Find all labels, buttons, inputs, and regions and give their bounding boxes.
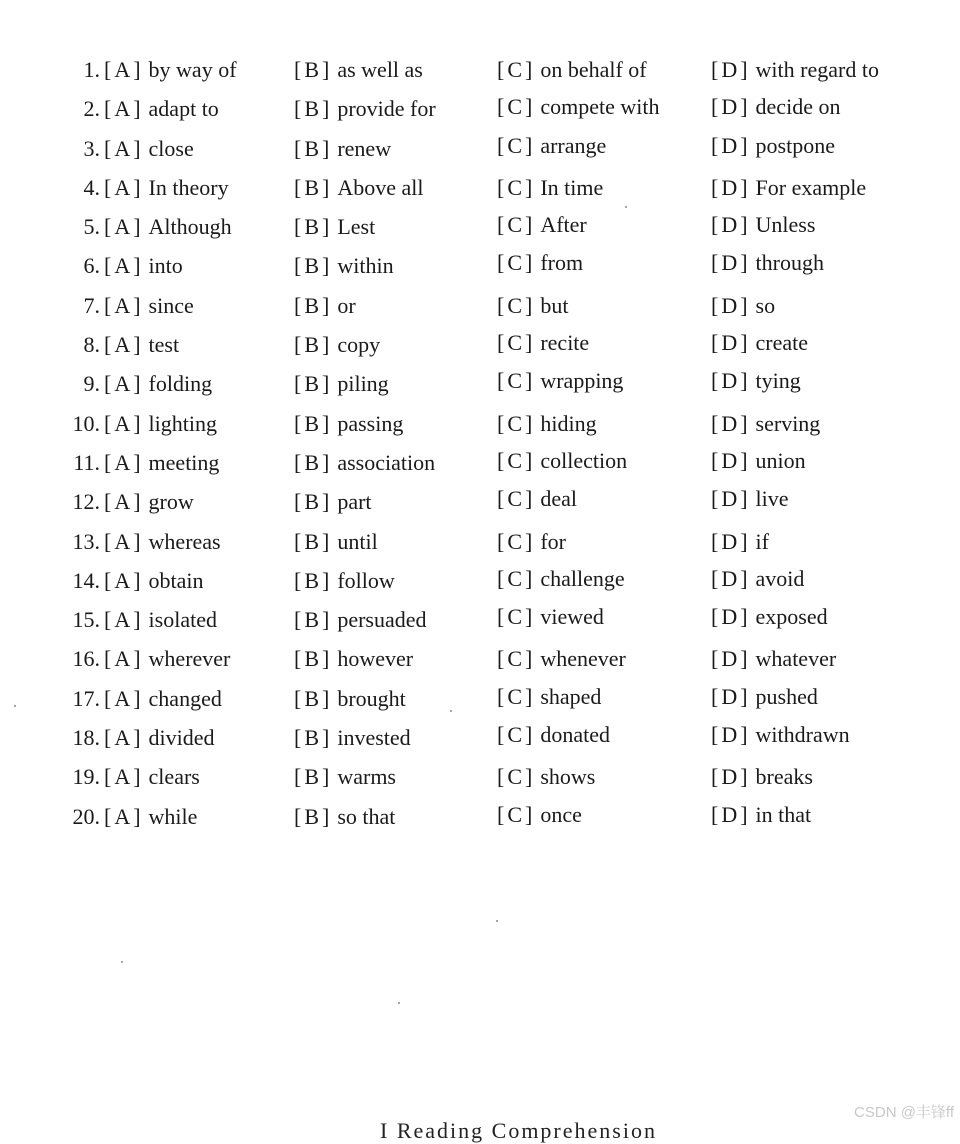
option-text: For example [755, 174, 867, 200]
option-letter: [ B ] [294, 725, 330, 751]
question-number: 3. [83, 135, 100, 161]
option-c [497, 795, 582, 834]
option-text: once [540, 801, 582, 827]
option-b [294, 129, 391, 168]
option-text: so [755, 292, 776, 318]
option-a [104, 679, 222, 718]
question-number: 8. [83, 332, 100, 358]
option-text: provide for [337, 96, 436, 122]
option-c [497, 168, 603, 207]
option-text: from [540, 250, 584, 276]
question-row [0, 600, 960, 639]
scan-speck [496, 920, 498, 922]
option-letter: [ D ] [711, 722, 748, 748]
option-c [497, 479, 577, 518]
question-number: 2. [83, 96, 100, 122]
option-b [294, 207, 375, 246]
option-a [104, 718, 215, 757]
option-d [711, 361, 801, 400]
option-text: postpone [755, 132, 835, 158]
option-c [497, 323, 589, 362]
option-text: renew [337, 135, 392, 161]
option-a [104, 797, 197, 836]
option-c [497, 715, 610, 754]
question-number: 9. [83, 371, 100, 397]
option-text: for [540, 528, 566, 554]
option-letter: [ D ] [711, 57, 748, 82]
option-a [104, 522, 221, 561]
option-c [497, 559, 625, 598]
option-letter: [ B ] [294, 135, 330, 161]
option-letter: [ B ] [294, 371, 330, 397]
option-letter: [ C ] [497, 801, 533, 827]
option-text: pushed [755, 683, 818, 709]
option-b [294, 679, 406, 718]
option-letter: [ A ] [104, 174, 141, 200]
option-b [294, 522, 378, 561]
option-letter: [ C ] [497, 528, 533, 554]
option-letter: [ D ] [711, 292, 748, 318]
option-letter: [ A ] [104, 332, 141, 358]
option-text: Above all [337, 174, 424, 200]
question-row [0, 757, 960, 796]
cut-off-section-heading: I Reading Comprehension [380, 1118, 657, 1143]
option-text: persuaded [337, 607, 427, 633]
option-text: part [337, 489, 372, 515]
option-letter: [ B ] [294, 803, 330, 829]
option-b [294, 561, 395, 600]
option-c [497, 597, 604, 636]
option-b [294, 443, 435, 482]
option-letter: [ B ] [294, 646, 330, 672]
option-text: union [755, 447, 806, 473]
scan-speck [14, 705, 16, 707]
option-text: but [540, 292, 569, 318]
option-b [294, 718, 411, 757]
option-d [711, 795, 811, 834]
option-d [711, 50, 879, 89]
option-letter: [ C ] [497, 722, 533, 748]
option-d [711, 205, 815, 244]
option-text: collection [540, 447, 628, 473]
option-letter: [ C ] [497, 212, 533, 238]
question-number: 17. [72, 685, 100, 711]
option-a [104, 404, 217, 443]
question-number: 12. [72, 489, 100, 515]
option-text: on behalf of [540, 57, 647, 82]
option-letter: [ D ] [711, 447, 748, 473]
option-a [104, 561, 204, 600]
option-letter: [ C ] [497, 132, 533, 158]
question-number: 18. [72, 725, 100, 751]
option-letter: [ A ] [104, 292, 141, 318]
option-letter: [ C ] [497, 764, 533, 790]
question-number: 19. [72, 764, 100, 790]
question-row [0, 168, 960, 207]
option-d [711, 639, 836, 678]
option-c [497, 243, 583, 282]
option-d [711, 441, 806, 480]
option-letter: [ C ] [497, 604, 533, 630]
question-number: 7. [83, 292, 100, 318]
option-text: shaped [540, 683, 602, 709]
option-b [294, 797, 395, 836]
option-letter: [ D ] [711, 174, 748, 200]
option-text: Unless [755, 212, 816, 238]
option-a [104, 443, 219, 482]
option-text: Lest [337, 214, 376, 240]
option-b [294, 246, 394, 285]
option-text: whenever [540, 646, 626, 672]
question-number: 20. [72, 803, 100, 829]
option-letter: [ C ] [497, 646, 533, 672]
question-number: 11. [73, 449, 100, 475]
option-a [104, 246, 183, 285]
question-row [0, 325, 960, 364]
option-text: follow [337, 567, 395, 593]
option-d [711, 323, 808, 362]
option-d [711, 677, 818, 716]
option-text: challenge [540, 565, 625, 591]
option-a [104, 325, 179, 364]
option-text: After [540, 212, 587, 238]
option-d [711, 715, 850, 754]
option-text: whereas [148, 528, 221, 554]
option-letter: [ A ] [104, 764, 141, 790]
option-b [294, 50, 423, 89]
option-letter: [ C ] [497, 410, 533, 436]
option-letter: [ B ] [294, 292, 330, 318]
option-c [497, 522, 566, 561]
option-letter: [ C ] [497, 174, 533, 200]
scan-speck [121, 961, 123, 963]
option-text: piling [337, 371, 389, 397]
option-text: warms [337, 764, 396, 790]
option-letter: [ D ] [711, 212, 748, 238]
option-c [497, 404, 597, 443]
option-c [497, 639, 626, 678]
option-letter: [ A ] [104, 57, 141, 82]
option-text: whatever [755, 646, 837, 672]
option-text: since [148, 292, 194, 318]
option-letter: [ D ] [711, 565, 748, 591]
option-text: adapt to [148, 96, 219, 122]
option-letter: [ C ] [497, 565, 533, 591]
option-letter: [ B ] [294, 253, 330, 279]
option-a [104, 364, 212, 403]
option-text: association [337, 449, 436, 475]
option-b [294, 168, 424, 207]
option-d [711, 404, 820, 443]
option-d [711, 479, 789, 518]
question-row [0, 522, 960, 561]
option-b [294, 364, 389, 403]
option-b [294, 286, 356, 325]
option-a [104, 286, 194, 325]
option-text: copy [337, 332, 381, 358]
option-letter: [ D ] [711, 528, 748, 554]
option-text: viewed [540, 604, 604, 630]
option-d [711, 597, 828, 636]
option-a [104, 482, 194, 521]
option-a [104, 168, 229, 207]
option-letter: [ D ] [711, 801, 748, 827]
option-text: Although [148, 214, 232, 240]
option-letter: [ B ] [294, 764, 330, 790]
scan-speck [625, 206, 627, 208]
option-letter: [ D ] [711, 368, 748, 394]
option-letter: [ C ] [497, 368, 533, 394]
option-a [104, 207, 232, 246]
option-text: live [755, 486, 789, 512]
option-text: through [755, 250, 824, 276]
option-text: donated [540, 722, 610, 748]
option-text: In theory [148, 174, 229, 200]
option-b [294, 639, 413, 678]
option-text: isolated [148, 607, 217, 633]
option-letter: [ A ] [104, 646, 141, 672]
option-text: serving [755, 410, 821, 436]
option-text: passing [337, 410, 404, 436]
question-row [0, 207, 960, 246]
option-text: decide on [755, 94, 841, 120]
question-row [0, 639, 960, 678]
option-a [104, 757, 200, 796]
option-letter: [ D ] [711, 94, 748, 120]
option-letter: [ C ] [497, 250, 533, 276]
option-letter: [ B ] [294, 332, 330, 358]
option-letter: [ A ] [104, 725, 141, 751]
question-row [0, 679, 960, 718]
option-letter: [ B ] [294, 567, 330, 593]
option-text: invested [337, 725, 411, 751]
option-letter: [ A ] [104, 214, 141, 240]
question-row [0, 50, 960, 89]
option-text: into [148, 253, 183, 279]
option-letter: [ C ] [497, 57, 533, 82]
question-row [0, 129, 960, 168]
question-number: 1. [83, 57, 100, 82]
question-row [0, 718, 960, 757]
option-text: while [148, 803, 198, 829]
option-d [711, 87, 840, 126]
option-a [104, 600, 217, 639]
option-d [711, 126, 835, 165]
option-d [711, 522, 769, 561]
question-row [0, 797, 960, 836]
option-text: in that [755, 801, 812, 827]
option-letter: [ B ] [294, 174, 330, 200]
option-d [711, 286, 775, 325]
option-text: until [337, 528, 378, 554]
question-number: 13. [72, 528, 100, 554]
option-a [104, 639, 230, 678]
option-letter: [ D ] [711, 646, 748, 672]
option-text: however [337, 646, 414, 672]
option-b [294, 325, 380, 364]
question-row [0, 89, 960, 128]
option-letter: [ D ] [711, 250, 748, 276]
option-letter: [ A ] [104, 803, 141, 829]
option-letter: [ A ] [104, 371, 141, 397]
option-letter: [ A ] [104, 489, 141, 515]
option-letter: [ D ] [711, 410, 748, 436]
option-letter: [ B ] [294, 449, 330, 475]
option-d [711, 757, 813, 796]
option-c [497, 50, 647, 89]
option-text: so that [337, 803, 396, 829]
question-list [0, 50, 960, 836]
option-text: grow [148, 489, 194, 515]
option-letter: [ C ] [497, 683, 533, 709]
option-letter: [ D ] [711, 604, 748, 630]
option-text: obtain [148, 567, 204, 593]
question-number: 6. [83, 253, 100, 279]
option-c [497, 87, 659, 126]
option-letter: [ D ] [711, 330, 748, 356]
option-text: wherever [148, 646, 231, 672]
option-letter: [ C ] [497, 447, 533, 473]
option-d [711, 243, 824, 282]
option-letter: [ C ] [497, 94, 533, 120]
option-letter: [ B ] [294, 489, 330, 515]
option-text: as well as [337, 57, 423, 82]
option-b [294, 89, 436, 128]
option-c [497, 441, 627, 480]
option-letter: [ A ] [104, 685, 141, 711]
option-letter: [ B ] [294, 607, 330, 633]
option-b [294, 600, 427, 639]
option-c [497, 677, 601, 716]
option-text: test [148, 332, 180, 358]
option-a [104, 89, 219, 128]
option-text: arrange [540, 132, 607, 158]
option-text: close [148, 135, 194, 161]
option-text: avoid [755, 565, 805, 591]
option-letter: [ B ] [294, 528, 330, 554]
option-letter: [ D ] [711, 683, 748, 709]
question-row [0, 561, 960, 600]
option-text: folding [148, 371, 213, 397]
option-text: clears [148, 764, 200, 790]
option-text: create [755, 330, 809, 356]
option-text: shows [540, 764, 596, 790]
question-number: 15. [72, 607, 100, 633]
option-letter: [ B ] [294, 214, 330, 240]
question-number: 10. [72, 410, 100, 436]
option-text: brought [337, 685, 406, 711]
option-letter: [ D ] [711, 764, 748, 790]
question-row [0, 364, 960, 403]
option-letter: [ C ] [497, 292, 533, 318]
option-letter: [ D ] [711, 486, 748, 512]
option-letter: [ C ] [497, 486, 533, 512]
option-text: breaks [755, 764, 813, 790]
question-number: 14. [72, 567, 100, 593]
scan-speck [398, 1002, 400, 1004]
option-letter: [ A ] [104, 135, 141, 161]
watermark: CSDN @丰锋ff [854, 1104, 954, 1121]
option-text: divided [148, 725, 215, 751]
option-text: meeting [148, 449, 220, 475]
option-b [294, 482, 372, 521]
option-a [104, 129, 194, 168]
option-text: by way of [148, 57, 237, 82]
option-c [497, 205, 587, 244]
option-c [497, 126, 606, 165]
question-row [0, 443, 960, 482]
option-text: tying [755, 368, 801, 394]
question-number: 4. [83, 174, 100, 200]
question-number: 16. [72, 646, 100, 672]
option-letter: [ B ] [294, 685, 330, 711]
option-letter: [ C ] [497, 330, 533, 356]
option-letter: [ A ] [104, 410, 141, 436]
option-letter: [ A ] [104, 96, 141, 122]
question-row [0, 404, 960, 443]
question-row [0, 482, 960, 521]
option-text: within [337, 253, 394, 279]
scan-speck [450, 710, 452, 712]
option-letter: [ A ] [104, 449, 141, 475]
option-letter: [ A ] [104, 567, 141, 593]
option-text: withdrawn [755, 722, 850, 748]
option-text: lighting [148, 410, 217, 436]
option-letter: [ A ] [104, 528, 141, 554]
option-text: if [755, 528, 769, 554]
option-letter: [ B ] [294, 410, 330, 436]
option-text: recite [540, 330, 590, 356]
option-letter: [ D ] [711, 132, 748, 158]
option-text: or [337, 292, 356, 318]
option-text: changed [148, 685, 222, 711]
option-text: deal [540, 486, 577, 512]
question-row [0, 286, 960, 325]
option-text: In time [540, 174, 604, 200]
option-letter: [ B ] [294, 57, 330, 82]
option-letter: [ A ] [104, 253, 141, 279]
option-letter: [ B ] [294, 96, 330, 122]
option-c [497, 361, 623, 400]
option-d [711, 168, 866, 207]
option-text: wrapping [540, 368, 624, 394]
option-d [711, 559, 804, 598]
option-a [104, 50, 237, 89]
option-text: with regard to [755, 57, 879, 82]
question-row [0, 246, 960, 285]
question-number: 5. [83, 214, 100, 240]
option-b [294, 404, 403, 443]
option-c [497, 286, 568, 325]
option-b [294, 757, 396, 796]
option-text: exposed [755, 604, 828, 630]
option-c [497, 757, 595, 796]
option-text: hiding [540, 410, 597, 436]
option-text: compete with [540, 94, 660, 120]
option-letter: [ A ] [104, 607, 141, 633]
